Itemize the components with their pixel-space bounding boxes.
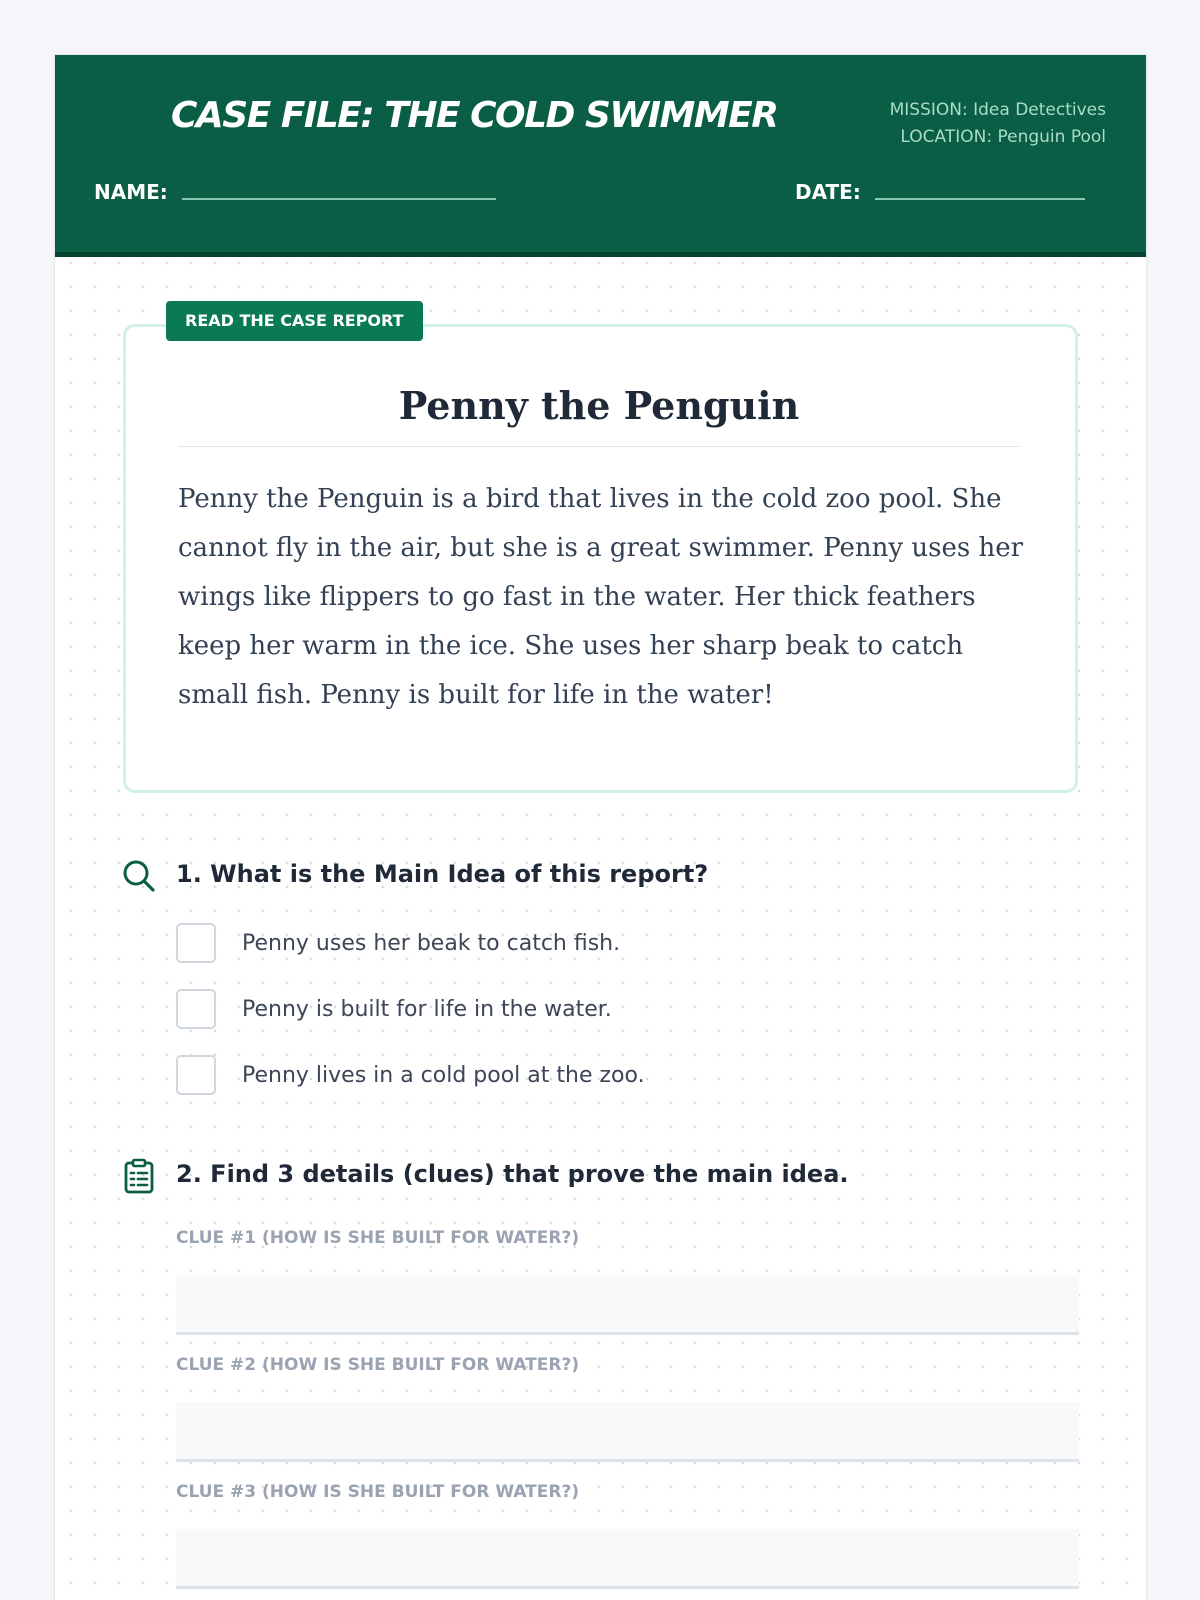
title-divider [178, 446, 1020, 447]
option-1-checkbox[interactable] [176, 923, 216, 963]
option-3[interactable] [176, 1055, 645, 1095]
read-report-badge: READ THE CASE REPORT [166, 301, 423, 341]
magnifier-icon [121, 858, 157, 894]
mission-text: MISSION: Idea Detectives [889, 100, 1106, 120]
option-3-checkbox[interactable] [176, 1055, 216, 1095]
clue-3-label: CLUE #3 (HOW IS SHE BUILT FOR WATER?) [176, 1482, 580, 1502]
case-header [55, 55, 1146, 257]
date-label: DATE: [795, 180, 861, 204]
option-2-label: Penny is built for life in the water. [242, 996, 612, 1022]
story-title: Penny the Penguin [398, 383, 800, 428]
clue-1-label: CLUE #1 (HOW IS SHE BUILT FOR WATER?) [176, 1228, 580, 1248]
option-1-label: Penny uses her beak to catch fish. [242, 930, 621, 956]
question-1-title: 1. What is the Main Idea of this report? [176, 860, 709, 888]
clue-2-field[interactable] [176, 1402, 1079, 1462]
story-text: Penny the Penguin is a bird that lives in the cold zoo pool. She cannot fly in the air, but she is a great swimmer. Penny uses her wings like flippers to go fast in the water. Her thick feathers keep her warm in the ice. She uses her sharp beak to catch small fish. Penny is built for life in the water! [178, 484, 1024, 710]
question-2-title: 2. Find 3 details (clues) that prove the main idea. [176, 1160, 849, 1188]
option-2[interactable] [176, 989, 612, 1029]
clue-2-label: CLUE #2 (HOW IS SHE BUILT FOR WATER?) [176, 1355, 580, 1375]
date-field[interactable] [875, 198, 1085, 200]
clue-3-field[interactable] [176, 1529, 1079, 1589]
worksheet-page [55, 55, 1146, 1600]
location-text: LOCATION: Penguin Pool [900, 127, 1106, 147]
name-label: NAME: [94, 180, 168, 204]
case-meta [890, 97, 1106, 151]
option-2-checkbox[interactable] [176, 989, 216, 1029]
option-3-label: Penny lives in a cold pool at the zoo. [242, 1062, 645, 1088]
name-field[interactable] [182, 198, 496, 200]
case-title: CASE FILE: THE COLD SWIMMER [171, 95, 778, 136]
clipboard-icon [121, 1158, 157, 1194]
option-1[interactable] [176, 923, 620, 963]
clue-1-field[interactable] [176, 1275, 1079, 1335]
